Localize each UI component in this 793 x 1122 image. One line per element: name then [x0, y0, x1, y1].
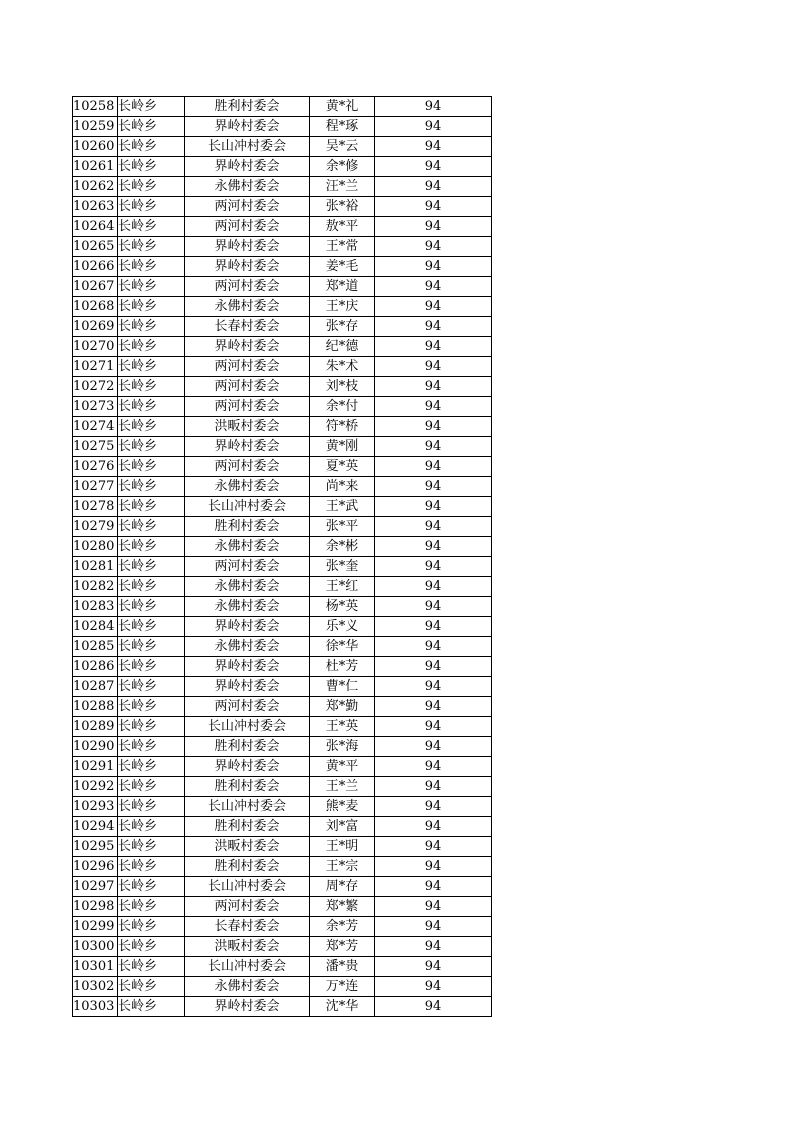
score-cell: 94	[375, 477, 492, 497]
village-committee-cell: 两河村委会	[185, 217, 310, 237]
person-name-cell: 朱*术	[310, 357, 375, 377]
township-cell: 长岭乡	[118, 317, 185, 337]
person-name-cell: 余*芳	[310, 917, 375, 937]
village-committee-cell: 两河村委会	[185, 897, 310, 917]
record-id-cell: 10278	[73, 497, 118, 517]
person-name-cell: 王*武	[310, 497, 375, 517]
person-name-cell: 汪*兰	[310, 177, 375, 197]
person-name-cell: 沈*华	[310, 997, 375, 1017]
score-cell: 94	[375, 377, 492, 397]
township-cell: 长岭乡	[118, 477, 185, 497]
table-row	[73, 477, 492, 497]
record-id-cell: 10263	[73, 197, 118, 217]
record-id-cell: 10261	[73, 157, 118, 177]
person-name-cell: 王*红	[310, 577, 375, 597]
township-cell: 长岭乡	[118, 237, 185, 257]
table-row	[73, 237, 492, 257]
record-id-cell: 10289	[73, 717, 118, 737]
person-name-cell: 刘*富	[310, 817, 375, 837]
table-row	[73, 557, 492, 577]
record-id-cell: 10258	[73, 97, 118, 117]
person-name-cell: 夏*英	[310, 457, 375, 477]
person-name-cell: 符*桥	[310, 417, 375, 437]
village-committee-cell: 长山冲村委会	[185, 957, 310, 977]
person-name-cell: 杜*芳	[310, 657, 375, 677]
township-cell: 长岭乡	[118, 437, 185, 457]
township-cell: 长岭乡	[118, 517, 185, 537]
village-committee-cell: 界岭村委会	[185, 337, 310, 357]
roster-table	[72, 96, 492, 1017]
township-cell: 长岭乡	[118, 377, 185, 397]
table-row	[73, 677, 492, 697]
village-committee-cell: 长山冲村委会	[185, 797, 310, 817]
township-cell: 长岭乡	[118, 577, 185, 597]
record-id-cell: 10259	[73, 117, 118, 137]
record-id-cell: 10277	[73, 477, 118, 497]
person-name-cell: 郑*芳	[310, 937, 375, 957]
township-cell: 长岭乡	[118, 617, 185, 637]
township-cell: 长岭乡	[118, 677, 185, 697]
table-row	[73, 717, 492, 737]
village-committee-cell: 洪畈村委会	[185, 937, 310, 957]
person-name-cell: 熊*麦	[310, 797, 375, 817]
record-id-cell: 10290	[73, 737, 118, 757]
township-cell: 长岭乡	[118, 717, 185, 737]
table-row	[73, 377, 492, 397]
score-cell: 94	[375, 657, 492, 677]
table-row	[73, 997, 492, 1017]
village-committee-cell: 永佛村委会	[185, 977, 310, 997]
record-id-cell: 10269	[73, 317, 118, 337]
score-cell: 94	[375, 157, 492, 177]
table-row	[73, 137, 492, 157]
score-cell: 94	[375, 577, 492, 597]
table-row	[73, 317, 492, 337]
village-committee-cell: 界岭村委会	[185, 157, 310, 177]
score-cell: 94	[375, 97, 492, 117]
township-cell: 长岭乡	[118, 597, 185, 617]
village-committee-cell: 长春村委会	[185, 917, 310, 937]
township-cell: 长岭乡	[118, 497, 185, 517]
record-id-cell: 10266	[73, 257, 118, 277]
person-name-cell: 王*英	[310, 717, 375, 737]
score-cell: 94	[375, 537, 492, 557]
village-committee-cell: 两河村委会	[185, 457, 310, 477]
village-committee-cell: 永佛村委会	[185, 297, 310, 317]
score-cell: 94	[375, 677, 492, 697]
record-id-cell: 10296	[73, 857, 118, 877]
township-cell: 长岭乡	[118, 397, 185, 417]
table-row	[73, 977, 492, 997]
village-committee-cell: 两河村委会	[185, 377, 310, 397]
village-committee-cell: 永佛村委会	[185, 477, 310, 497]
township-cell: 长岭乡	[118, 697, 185, 717]
person-name-cell: 郑*繁	[310, 897, 375, 917]
village-committee-cell: 两河村委会	[185, 557, 310, 577]
table-row	[73, 777, 492, 797]
person-name-cell: 张*奎	[310, 557, 375, 577]
record-id-cell: 10302	[73, 977, 118, 997]
township-cell: 长岭乡	[118, 297, 185, 317]
village-committee-cell: 界岭村委会	[185, 117, 310, 137]
person-name-cell: 姜*毛	[310, 257, 375, 277]
table-row	[73, 877, 492, 897]
township-cell: 长岭乡	[118, 197, 185, 217]
township-cell: 长岭乡	[118, 97, 185, 117]
score-cell: 94	[375, 257, 492, 277]
score-cell: 94	[375, 857, 492, 877]
record-id-cell: 10297	[73, 877, 118, 897]
table-row	[73, 757, 492, 777]
score-cell: 94	[375, 177, 492, 197]
village-committee-cell: 两河村委会	[185, 397, 310, 417]
table-row	[73, 537, 492, 557]
village-committee-cell: 界岭村委会	[185, 257, 310, 277]
village-committee-cell: 长山冲村委会	[185, 137, 310, 157]
person-name-cell: 王*兰	[310, 777, 375, 797]
person-name-cell: 余*修	[310, 157, 375, 177]
table-row	[73, 897, 492, 917]
village-committee-cell: 永佛村委会	[185, 537, 310, 557]
village-committee-cell: 胜利村委会	[185, 777, 310, 797]
person-name-cell: 王*常	[310, 237, 375, 257]
table-row	[73, 457, 492, 477]
record-id-cell: 10294	[73, 817, 118, 837]
record-id-cell: 10291	[73, 757, 118, 777]
score-cell: 94	[375, 877, 492, 897]
score-cell: 94	[375, 317, 492, 337]
village-committee-cell: 界岭村委会	[185, 657, 310, 677]
person-name-cell: 曹*仁	[310, 677, 375, 697]
person-name-cell: 刘*枝	[310, 377, 375, 397]
village-committee-cell: 永佛村委会	[185, 597, 310, 617]
person-name-cell: 王*宗	[310, 857, 375, 877]
village-committee-cell: 洪畈村委会	[185, 417, 310, 437]
person-name-cell: 张*裕	[310, 197, 375, 217]
village-committee-cell: 洪畈村委会	[185, 837, 310, 857]
score-cell: 94	[375, 437, 492, 457]
record-id-cell: 10281	[73, 557, 118, 577]
record-id-cell: 10286	[73, 657, 118, 677]
table-row	[73, 117, 492, 137]
person-name-cell: 余*付	[310, 397, 375, 417]
score-cell: 94	[375, 757, 492, 777]
score-cell: 94	[375, 697, 492, 717]
person-name-cell: 周*存	[310, 877, 375, 897]
township-cell: 长岭乡	[118, 177, 185, 197]
table-row	[73, 917, 492, 937]
township-cell: 长岭乡	[118, 817, 185, 837]
table-row	[73, 197, 492, 217]
village-committee-cell: 界岭村委会	[185, 237, 310, 257]
person-name-cell: 万*连	[310, 977, 375, 997]
score-cell: 94	[375, 137, 492, 157]
person-name-cell: 黄*平	[310, 757, 375, 777]
village-committee-cell: 界岭村委会	[185, 617, 310, 637]
record-id-cell: 10284	[73, 617, 118, 637]
village-committee-cell: 长春村委会	[185, 317, 310, 337]
person-name-cell: 黄*刚	[310, 437, 375, 457]
township-cell: 长岭乡	[118, 897, 185, 917]
village-committee-cell: 永佛村委会	[185, 177, 310, 197]
township-cell: 长岭乡	[118, 157, 185, 177]
person-name-cell: 余*彬	[310, 537, 375, 557]
table-row	[73, 637, 492, 657]
township-cell: 长岭乡	[118, 797, 185, 817]
score-cell: 94	[375, 277, 492, 297]
record-id-cell: 10260	[73, 137, 118, 157]
score-cell: 94	[375, 557, 492, 577]
roster-body	[73, 97, 492, 1017]
score-cell: 94	[375, 217, 492, 237]
township-cell: 长岭乡	[118, 217, 185, 237]
score-cell: 94	[375, 897, 492, 917]
score-cell: 94	[375, 817, 492, 837]
record-id-cell: 10280	[73, 537, 118, 557]
township-cell: 长岭乡	[118, 537, 185, 557]
score-cell: 94	[375, 457, 492, 477]
township-cell: 长岭乡	[118, 757, 185, 777]
village-committee-cell: 界岭村委会	[185, 677, 310, 697]
table-row	[73, 737, 492, 757]
village-committee-cell: 胜利村委会	[185, 517, 310, 537]
record-id-cell: 10300	[73, 937, 118, 957]
person-name-cell: 王*明	[310, 837, 375, 857]
village-committee-cell: 永佛村委会	[185, 637, 310, 657]
table-row	[73, 437, 492, 457]
village-committee-cell: 永佛村委会	[185, 577, 310, 597]
table-row	[73, 957, 492, 977]
table-row	[73, 277, 492, 297]
township-cell: 长岭乡	[118, 877, 185, 897]
score-cell: 94	[375, 197, 492, 217]
person-name-cell: 敖*平	[310, 217, 375, 237]
score-cell: 94	[375, 517, 492, 537]
table-row	[73, 597, 492, 617]
table-row	[73, 857, 492, 877]
table-row	[73, 837, 492, 857]
record-id-cell: 10273	[73, 397, 118, 417]
table-row	[73, 937, 492, 957]
township-cell: 长岭乡	[118, 737, 185, 757]
township-cell: 长岭乡	[118, 937, 185, 957]
score-cell: 94	[375, 397, 492, 417]
township-cell: 长岭乡	[118, 637, 185, 657]
village-committee-cell: 长山冲村委会	[185, 497, 310, 517]
score-cell: 94	[375, 617, 492, 637]
township-cell: 长岭乡	[118, 657, 185, 677]
village-committee-cell: 两河村委会	[185, 357, 310, 377]
township-cell: 长岭乡	[118, 117, 185, 137]
table-row	[73, 697, 492, 717]
record-id-cell: 10267	[73, 277, 118, 297]
table-row	[73, 817, 492, 837]
record-id-cell: 10285	[73, 637, 118, 657]
score-cell: 94	[375, 497, 492, 517]
table-row	[73, 397, 492, 417]
record-id-cell: 10279	[73, 517, 118, 537]
person-name-cell: 郑*勤	[310, 697, 375, 717]
person-name-cell: 程*琢	[310, 117, 375, 137]
score-cell: 94	[375, 717, 492, 737]
township-cell: 长岭乡	[118, 257, 185, 277]
record-id-cell: 10265	[73, 237, 118, 257]
score-cell: 94	[375, 297, 492, 317]
table-row	[73, 417, 492, 437]
township-cell: 长岭乡	[118, 837, 185, 857]
table-row	[73, 177, 492, 197]
table-row	[73, 657, 492, 677]
township-cell: 长岭乡	[118, 357, 185, 377]
score-cell: 94	[375, 417, 492, 437]
record-id-cell: 10276	[73, 457, 118, 477]
person-name-cell: 张*存	[310, 317, 375, 337]
record-id-cell: 10287	[73, 677, 118, 697]
score-cell: 94	[375, 777, 492, 797]
record-id-cell: 10268	[73, 297, 118, 317]
person-name-cell: 王*庆	[310, 297, 375, 317]
table-row	[73, 617, 492, 637]
village-committee-cell: 胜利村委会	[185, 737, 310, 757]
person-name-cell: 张*平	[310, 517, 375, 537]
score-cell: 94	[375, 737, 492, 757]
table-row	[73, 357, 492, 377]
score-cell: 94	[375, 797, 492, 817]
score-cell: 94	[375, 917, 492, 937]
score-cell: 94	[375, 937, 492, 957]
record-id-cell: 10272	[73, 377, 118, 397]
score-cell: 94	[375, 997, 492, 1017]
person-name-cell: 郑*道	[310, 277, 375, 297]
township-cell: 长岭乡	[118, 277, 185, 297]
record-id-cell: 10292	[73, 777, 118, 797]
record-id-cell: 10288	[73, 697, 118, 717]
village-committee-cell: 胜利村委会	[185, 97, 310, 117]
township-cell: 长岭乡	[118, 777, 185, 797]
township-cell: 长岭乡	[118, 857, 185, 877]
record-id-cell: 10275	[73, 437, 118, 457]
score-cell: 94	[375, 957, 492, 977]
record-id-cell: 10301	[73, 957, 118, 977]
township-cell: 长岭乡	[118, 977, 185, 997]
record-id-cell: 10283	[73, 597, 118, 617]
record-id-cell: 10303	[73, 997, 118, 1017]
person-name-cell: 乐*义	[310, 617, 375, 637]
township-cell: 长岭乡	[118, 457, 185, 477]
record-id-cell: 10262	[73, 177, 118, 197]
record-id-cell: 10299	[73, 917, 118, 937]
table-row	[73, 257, 492, 277]
record-id-cell: 10271	[73, 357, 118, 377]
village-committee-cell: 界岭村委会	[185, 757, 310, 777]
table-row	[73, 797, 492, 817]
village-committee-cell: 界岭村委会	[185, 997, 310, 1017]
person-name-cell: 潘*贵	[310, 957, 375, 977]
table-row	[73, 517, 492, 537]
township-cell: 长岭乡	[118, 337, 185, 357]
township-cell: 长岭乡	[118, 997, 185, 1017]
person-name-cell: 吴*云	[310, 137, 375, 157]
township-cell: 长岭乡	[118, 557, 185, 577]
score-cell: 94	[375, 117, 492, 137]
village-committee-cell: 胜利村委会	[185, 817, 310, 837]
record-id-cell: 10295	[73, 837, 118, 857]
village-committee-cell: 两河村委会	[185, 197, 310, 217]
village-committee-cell: 界岭村委会	[185, 437, 310, 457]
township-cell: 长岭乡	[118, 137, 185, 157]
score-cell: 94	[375, 237, 492, 257]
table-row	[73, 157, 492, 177]
person-name-cell: 徐*华	[310, 637, 375, 657]
record-id-cell: 10293	[73, 797, 118, 817]
person-name-cell: 黄*礼	[310, 97, 375, 117]
score-cell: 94	[375, 837, 492, 857]
table-row	[73, 337, 492, 357]
table-row	[73, 577, 492, 597]
record-id-cell: 10282	[73, 577, 118, 597]
person-name-cell: 纪*德	[310, 337, 375, 357]
village-committee-cell: 胜利村委会	[185, 857, 310, 877]
record-id-cell: 10274	[73, 417, 118, 437]
record-id-cell: 10264	[73, 217, 118, 237]
table-row	[73, 297, 492, 317]
table-row	[73, 97, 492, 117]
township-cell: 长岭乡	[118, 417, 185, 437]
person-name-cell: 杨*英	[310, 597, 375, 617]
score-cell: 94	[375, 337, 492, 357]
table-row	[73, 497, 492, 517]
table-row	[73, 217, 492, 237]
person-name-cell: 尚*来	[310, 477, 375, 497]
score-cell: 94	[375, 977, 492, 997]
village-committee-cell: 两河村委会	[185, 277, 310, 297]
village-committee-cell: 长山冲村委会	[185, 877, 310, 897]
person-name-cell: 张*海	[310, 737, 375, 757]
village-committee-cell: 长山冲村委会	[185, 717, 310, 737]
township-cell: 长岭乡	[118, 917, 185, 937]
score-cell: 94	[375, 637, 492, 657]
score-cell: 94	[375, 357, 492, 377]
village-committee-cell: 两河村委会	[185, 697, 310, 717]
score-cell: 94	[375, 597, 492, 617]
township-cell: 长岭乡	[118, 957, 185, 977]
record-id-cell: 10298	[73, 897, 118, 917]
record-id-cell: 10270	[73, 337, 118, 357]
